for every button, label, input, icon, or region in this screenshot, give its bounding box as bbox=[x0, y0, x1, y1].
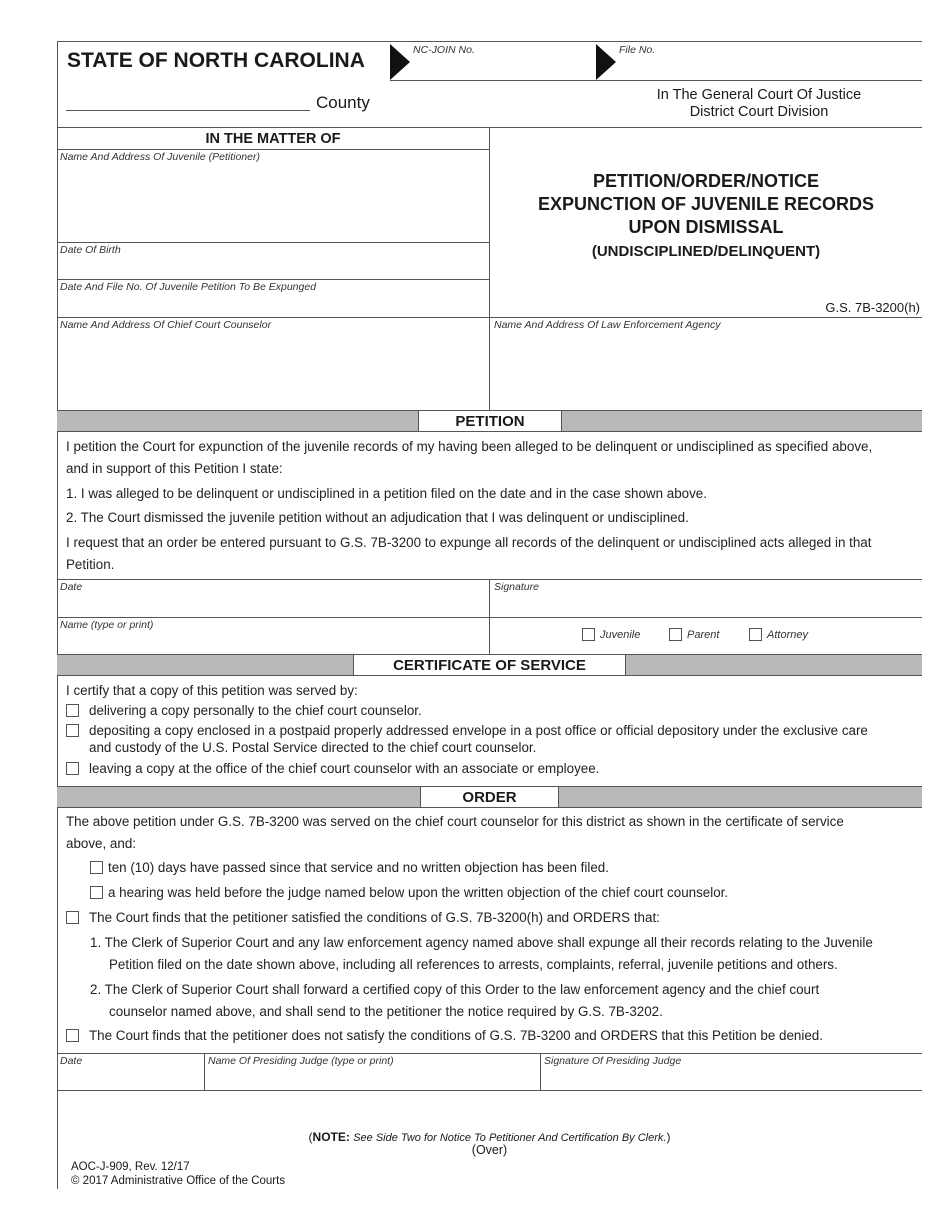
service-option-1: delivering a copy personally to the chief court counselor. bbox=[89, 703, 422, 718]
statute-ref: G.S. 7B-3200(h) bbox=[825, 300, 920, 315]
order-sub-2: a hearing was held before the judge named below upon the written objection of the chief court counselor. bbox=[108, 885, 729, 900]
order-item-2a: 2. The Clerk of Superior Court shall forward a certified copy of this Order to the law enforcement agency and the chief court bbox=[90, 982, 820, 997]
petition-name-label: Name (type or print) bbox=[60, 619, 154, 631]
note-text: See Side Two for Notice To Petitioner And Certification By Clerk. bbox=[353, 1132, 667, 1144]
service-option-2a: depositing a copy enclosed in a postpaid properly addressed envelope in a post office or official depository under the exclusive care bbox=[89, 723, 868, 738]
court-line-1: In The General Court Of Justice bbox=[656, 87, 862, 103]
order-hearing-checkbox[interactable] bbox=[90, 886, 103, 899]
footer-note: (NOTE: See Side Two for Notice To Petitioner And Certification By Clerk.) bbox=[308, 1130, 671, 1144]
order-denied: The Court finds that the petitioner does not satisfy the conditions of G.S. 7B-3200 and ORDERS that this Petition be denied. bbox=[89, 1028, 823, 1043]
parent-option-label: Parent bbox=[687, 629, 720, 641]
matter-heading: IN THE MATTER OF bbox=[205, 131, 341, 147]
law-enforcement-label: Name And Address Of Law Enforcement Agency bbox=[494, 319, 721, 331]
county-label: County bbox=[316, 93, 370, 112]
judge-signature-label: Signature Of Presiding Judge bbox=[544, 1055, 682, 1067]
service-heading: CERTIFICATE OF SERVICE bbox=[353, 654, 626, 676]
petition-band bbox=[57, 410, 922, 432]
date-file-no-label: Date And File No. Of Juvenile Petition To Be Expunged bbox=[60, 281, 317, 293]
county-blank[interactable] bbox=[66, 110, 310, 111]
date-of-birth-label: Date Of Birth bbox=[60, 244, 121, 256]
form-title-line-4: (UNDISCIPLINED/DELINQUENT) bbox=[591, 243, 821, 260]
petition-item-1: 1. I was alleged to be delinquent or undisciplined in a petition filed on the date and in the case shown above. bbox=[66, 486, 707, 501]
juvenile-name-address-label: Name And Address Of Juvenile (Petitioner) bbox=[60, 151, 260, 163]
petition-item-2: 2. The Court dismissed the juvenile petition without an adjudication that I was delinquent or undisciplined. bbox=[66, 510, 689, 525]
service-option-3: leaving a copy at the office of the chief court counselor with an associate or employee. bbox=[89, 761, 600, 776]
form-number: AOC-J-909, Rev. 12/17 bbox=[71, 1161, 190, 1173]
petition-para-2a: I request that an order be entered pursuant to G.S. 7B-3200 to expunge all records of the delinquent or undisciplined acts alleged in that bbox=[66, 535, 872, 550]
juvenile-option-label: Juvenile bbox=[600, 629, 641, 641]
form-title-line-3: UPON DISMISSAL bbox=[628, 217, 784, 237]
order-item-1b: Petition filed on the date shown above, including all references to arrests, complaints, referral, juvenile petitions and others. bbox=[109, 957, 838, 972]
nc-join-label: NC-JOIN No. bbox=[413, 44, 475, 56]
petition-signature-label: Signature bbox=[494, 581, 539, 593]
note-bold: NOTE: bbox=[312, 1130, 350, 1144]
file-no-arrow-icon bbox=[596, 44, 616, 80]
form-title-line-2: EXPUNCTION OF JUVENILE RECORDS bbox=[537, 194, 875, 214]
order-sub-1: ten (10) days have passed since that service and no written objection has been filed. bbox=[108, 860, 609, 875]
nc-join-arrow-icon bbox=[390, 44, 410, 80]
order-denied-checkbox[interactable] bbox=[66, 1029, 79, 1042]
service-office-checkbox[interactable] bbox=[66, 762, 79, 775]
order-para-1a: The above petition under G.S. 7B-3200 was served on the chief court counselor for this district as shown in the certificate of service bbox=[66, 814, 844, 829]
attorney-option-label: Attorney bbox=[767, 629, 808, 641]
petition-para-1a: I petition the Court for expunction of the juvenile records of my having been alleged to be delinquent or undisciplined as specified above, bbox=[66, 439, 873, 454]
service-option-2b: and custody of the U.S. Postal Service directed to the chief court counselor. bbox=[89, 740, 537, 755]
petition-date-label: Date bbox=[60, 581, 83, 593]
petition-para-2b: Petition. bbox=[66, 557, 115, 572]
order-para-1b: above, and: bbox=[66, 836, 136, 851]
order-no-objection-checkbox[interactable] bbox=[90, 861, 103, 874]
service-personal-checkbox[interactable] bbox=[66, 704, 79, 717]
state-title: STATE OF NORTH CAROLINA bbox=[67, 49, 365, 72]
service-intro: I certify that a copy of this petition was served by: bbox=[66, 683, 358, 698]
file-no-label: File No. bbox=[619, 44, 656, 56]
copyright: © 2017 Administrative Office of the Courts bbox=[71, 1175, 286, 1187]
form-title-line-1: PETITION/ORDER/NOTICE bbox=[592, 171, 819, 191]
order-satisfied-checkbox[interactable] bbox=[66, 911, 79, 924]
order-finds: The Court finds that the petitioner satisfied the conditions of G.S. 7B-3200(h) and ORDERS that: bbox=[89, 910, 660, 925]
chief-counselor-label: Name And Address Of Chief Court Counselor bbox=[60, 319, 272, 331]
order-date-label: Date bbox=[60, 1055, 83, 1067]
order-item-2b: counselor named above, and shall send to the petitioner the notice required by G.S. 7B-3202. bbox=[109, 1004, 663, 1019]
petition-heading: PETITION bbox=[418, 410, 562, 432]
court-line-2: District Court Division bbox=[689, 104, 829, 120]
order-band bbox=[57, 786, 922, 808]
attorney-checkbox[interactable] bbox=[749, 628, 762, 641]
over-label: (Over) bbox=[471, 1143, 508, 1157]
order-heading: ORDER bbox=[420, 786, 559, 808]
juvenile-checkbox[interactable] bbox=[582, 628, 595, 641]
service-mail-checkbox[interactable] bbox=[66, 724, 79, 737]
parent-checkbox[interactable] bbox=[669, 628, 682, 641]
service-band bbox=[57, 654, 922, 676]
order-item-1a: 1. The Clerk of Superior Court and any law enforcement agency named above shall expunge all their records relating to the Juvenile bbox=[90, 935, 873, 950]
petition-para-1b: and in support of this Petition I state: bbox=[66, 461, 283, 476]
judge-name-label: Name Of Presiding Judge (type or print) bbox=[208, 1055, 394, 1067]
